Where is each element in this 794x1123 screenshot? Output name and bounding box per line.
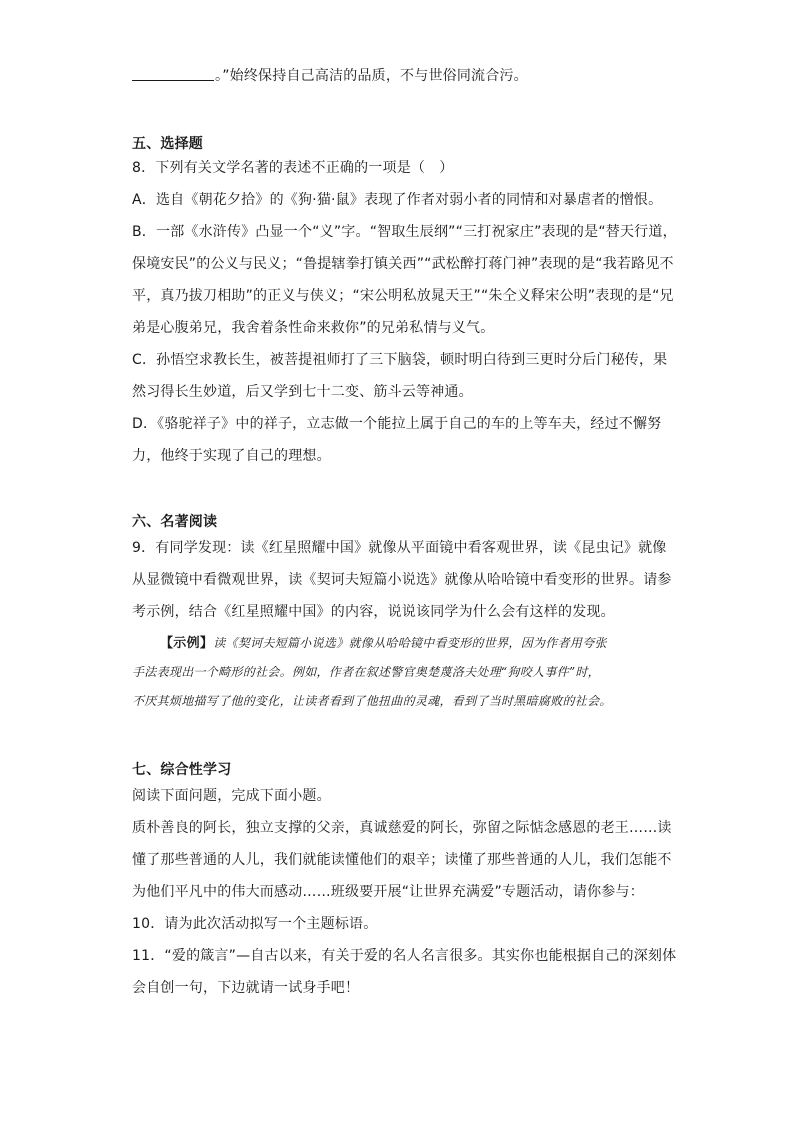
example-line-3: 不厌其烦地描写了他的变化，让读者看到了他扭曲的灵魂，看到了当时黑暗腐败的社会。 — [132, 694, 612, 708]
answer-line-fragment — [132, 66, 528, 86]
example-tag: 【示例】 — [160, 636, 214, 651]
passage-line-3: 为他们平凡中的伟大而感动……班级要开展“让世界充满爱”专题活动，请你参与： — [132, 884, 644, 900]
question-10: 10．请为此次活动拟写一个主题标语。 — [132, 916, 378, 932]
question-11-line-1: 11．“爱的箴言”—自古以来，有关于爱的名人名言很多。其实你也能根据自己的深刻体 — [132, 948, 677, 964]
question-9-line-2: 从显微镜中看微观世界，读《契诃夫短篇小说选》就像从哈哈镜中看变形的世界。请参 — [132, 572, 672, 588]
passage-line-2: 懂了那些普通的人儿，我们就能读懂他们的艰辛；读懂了那些普通的人儿，我们怎能不 — [132, 852, 672, 868]
example-line-1 — [160, 634, 607, 653]
question-11-line-2: 会自创一句，下边就请一试身手吧！ — [132, 980, 360, 996]
example-text-1: 读《契诃夫短篇小说选》就像从哈哈镜中看变形的世界，因为作者用夸张 — [213, 636, 607, 650]
option-b-line-1: B．一部《水浒传》凸显一个“义”字。“智取生辰纲”“三打祝家庄”表现的是“替天行道， — [132, 224, 677, 240]
answer-blank[interactable] — [132, 66, 214, 81]
question-8: 8．下列有关文学名著的表述不正确的一项是（ ） — [132, 160, 454, 176]
option-b-line-2: 保境安民”的公义与民义；“鲁提辖拳打镇关西”“武松醉打蒋门神”表现的是“我若路见不 — [132, 256, 674, 272]
option-a: A．选自《朝花夕拾》的《狗·猫·鼠》表现了作者对弱小者的同情和对暴虐者的憎恨。 — [132, 192, 663, 208]
option-c-line-2: 然习得长生妙道，后又学到七十二变、筋斗云等神通。 — [132, 384, 473, 400]
option-d-line-2: 力，他终于实现了自己的理想。 — [132, 448, 331, 464]
option-c-line-1: C．孙悟空求教长生，被菩提祖师打了三下脑袋，顿时明白待到三更时分后门秘传，果 — [132, 352, 668, 368]
section-heading-choice: 五、选择题 — [132, 136, 203, 152]
question-9-line-3: 考示例，结合《红星照耀中国》的内容，说说该同学为什么会有这样的发现。 — [132, 604, 615, 620]
option-b-line-4: 弟是心腹弟兄，我舍着条性命来救你”的兄弟私情与义气。 — [132, 320, 495, 336]
section-heading-integrated: 七、综合性学习 — [132, 762, 232, 778]
fragment-text: 。”始终保持自己高洁的品质，不与世俗同流合污。 — [215, 68, 528, 84]
option-d-line-1: D．《骆驼祥子》中的祥子，立志做一个能拉上属于自己的车的上等车夫，经过不懈努 — [132, 416, 662, 432]
passage-line-1: 质朴善良的阿长，独立支撑的父亲，真诚慈爱的阿长，弥留之际惦念感恩的老王……读 — [132, 820, 672, 836]
section-7-intro: 阅读下面问题，完成下面小题。 — [132, 788, 331, 804]
option-b-line-3: 平，真乃拔刀相助”的正义与侠义；“宋公明私放晁天王”“朱仝义释宋公明”表现的是“兄 — [132, 288, 674, 304]
section-heading-reading: 六、名著阅读 — [132, 514, 218, 530]
example-line-2: 手法表现出一个畸形的社会。例如，作者在叙述警官奥楚蔑洛夫处理“狗咬人事件”时， — [132, 665, 600, 679]
question-9-line-1: 9．有同学发现：读《红星照耀中国》就像从平面镜中看客观世界，读《昆虫记》就像 — [132, 540, 667, 556]
